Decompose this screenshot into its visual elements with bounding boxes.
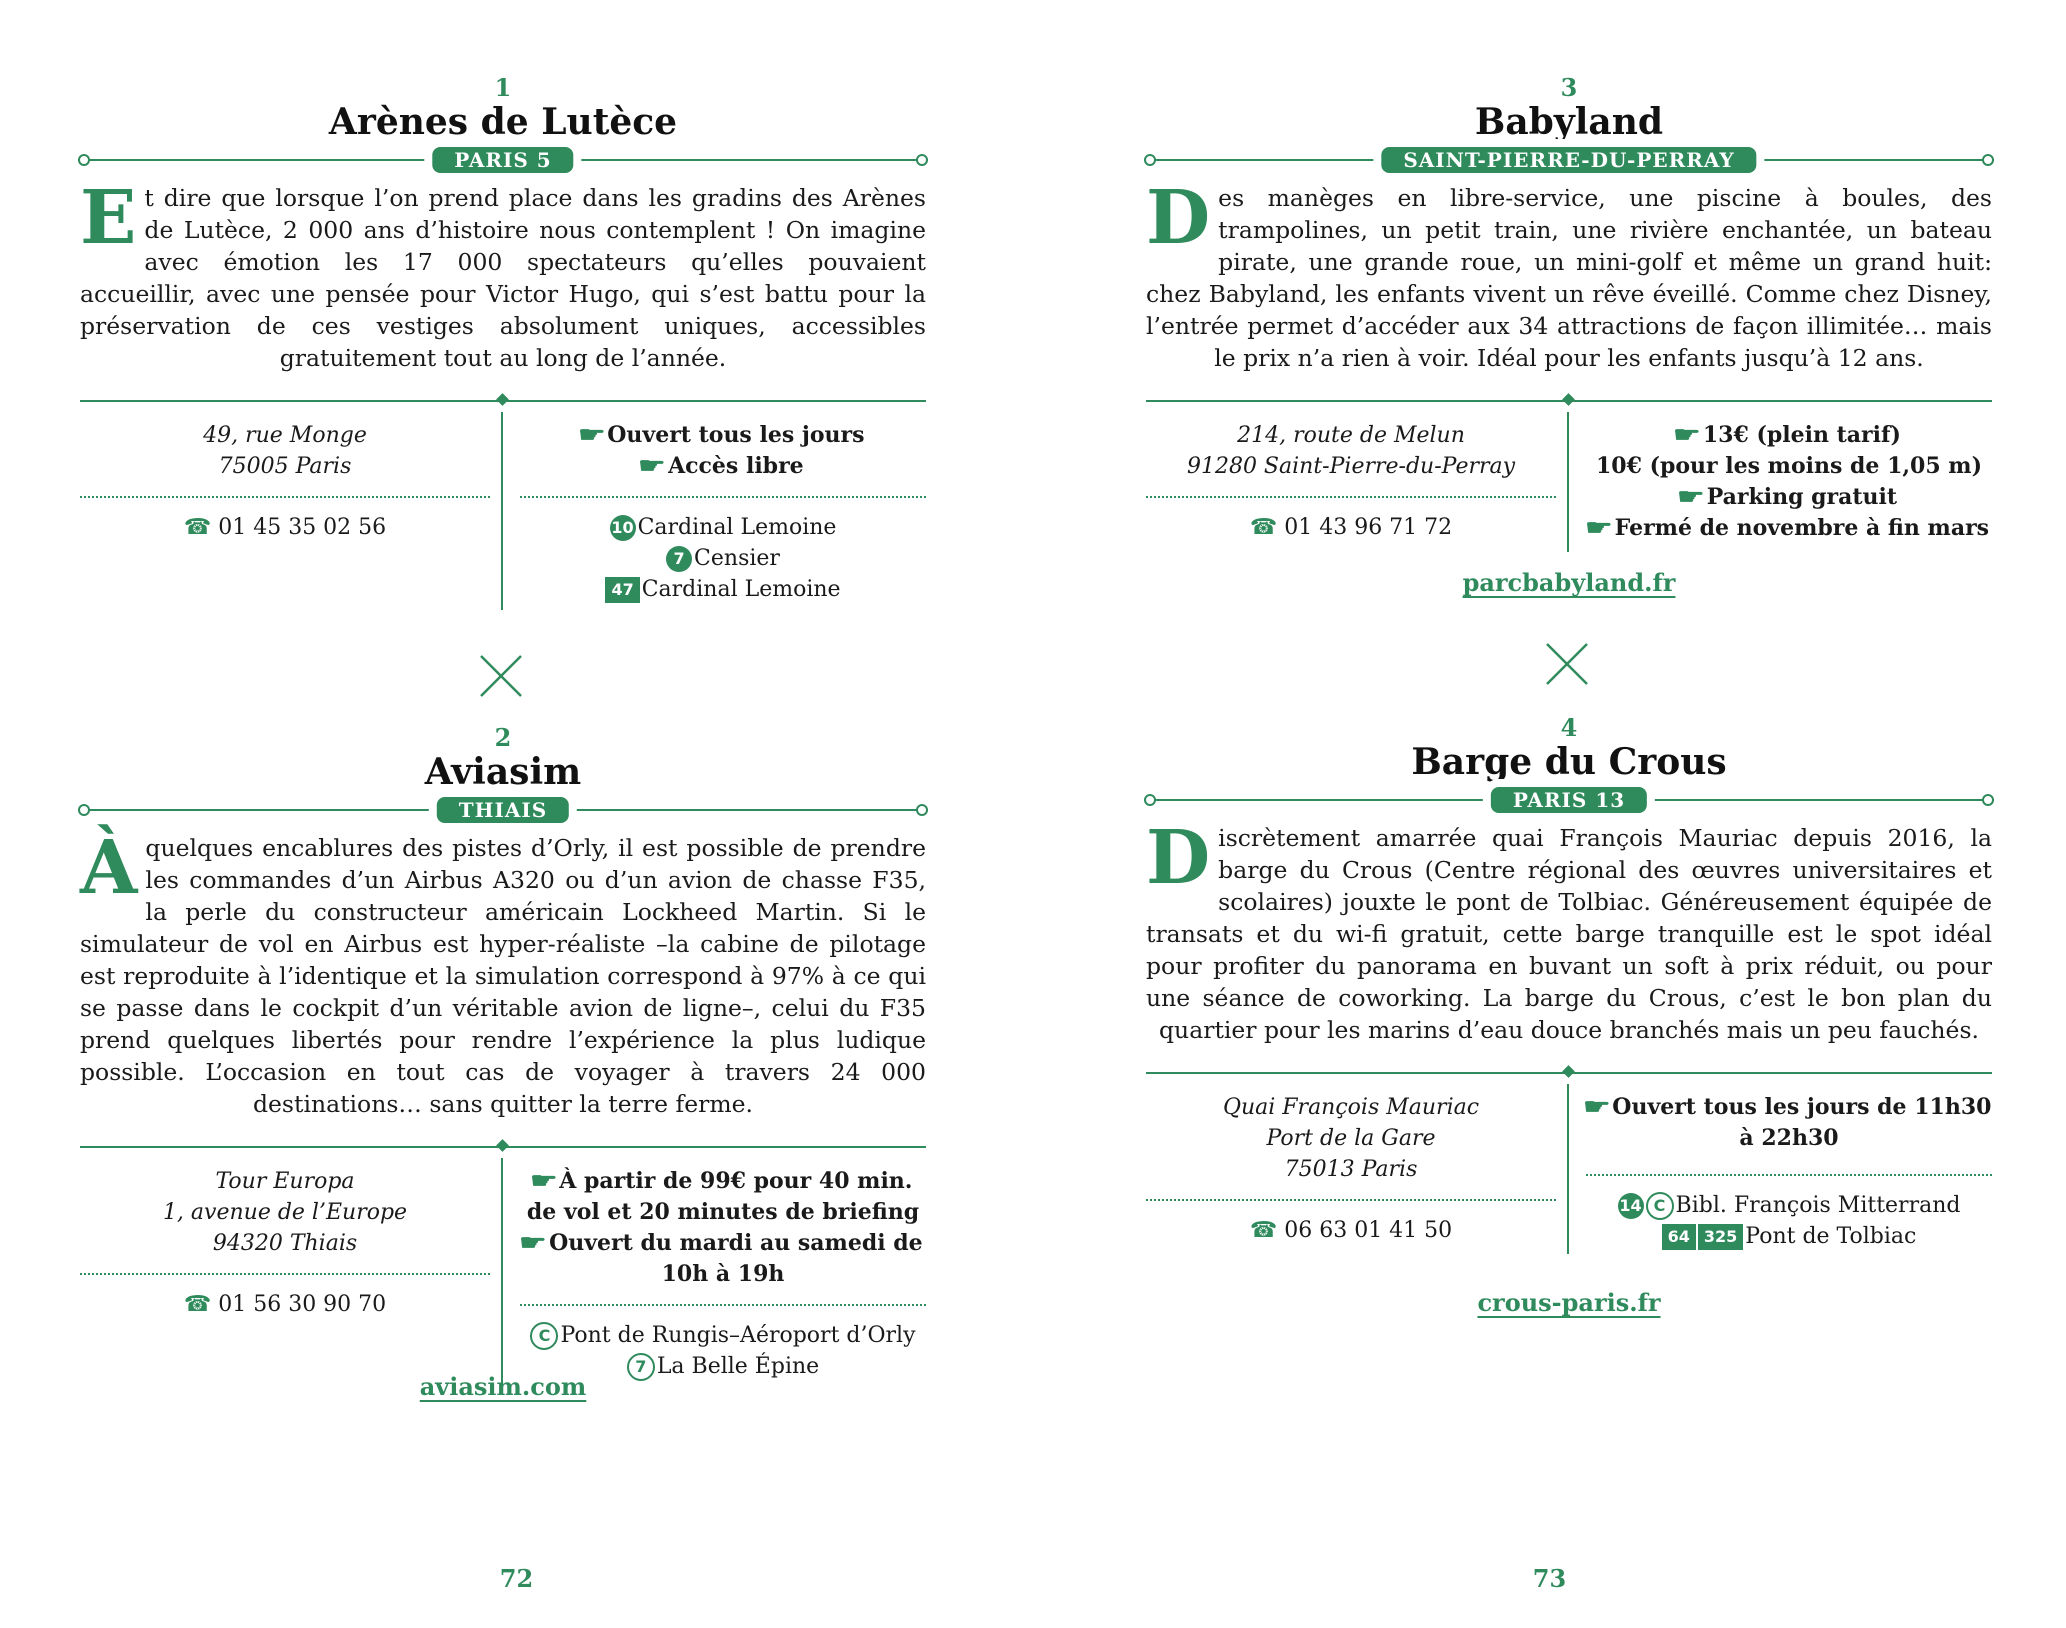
- info-line: ☛Parking gratuit: [1586, 482, 1992, 513]
- address-line: Quai François Mauriac: [1222, 1095, 1480, 1120]
- rer-line-icon: C: [1646, 1192, 1674, 1220]
- info-line: ☛Fermé de novembre à fin mars: [1586, 513, 1992, 544]
- transport-line: 7 La Belle Épine: [520, 1351, 926, 1382]
- location-tag: PARIS 5: [432, 147, 573, 173]
- location-tag: SAINT-PIERRE-DU-PERRAY: [1381, 147, 1756, 173]
- pointing-hand-icon: ☛: [1677, 484, 1705, 510]
- contact-column: [80, 1166, 490, 1320]
- entry-aviasim: [80, 723, 926, 1401]
- address-line: 214, route de Melun: [1237, 423, 1465, 448]
- pointing-hand-icon: ☛: [519, 1230, 548, 1256]
- phone-number: ☎ 06 63 01 41 50: [1249, 1218, 1453, 1243]
- transport-line: 64 325 Pont de Tolbiac: [1586, 1221, 1992, 1252]
- practical-info: [1146, 1072, 1992, 1252]
- transport-line: 14 C Bibl. François Mitterrand: [1619, 1193, 1961, 1218]
- separator-cross-icon: [479, 654, 523, 698]
- transport-line: 10 Cardinal Lemoine: [611, 515, 837, 540]
- entry-description: [1146, 175, 1992, 374]
- address-line: 75013 Paris: [1284, 1157, 1418, 1182]
- description-text: es manèges en libre-service, une piscine à boules, des trampolines, un petit train, une rivière enchantée, un bateau pirate, une grande roue, un mini-golf et même un grand huit: chez Babyland, les enfants vivent un rêve éveillé. Comme chez Disney, l’entrée permet d’accéder aux 34 attractions de façon illimitée… mais le prix n’a rien à voir. Idéal pour les enfants jusqu’à 12 ans.: [1146, 184, 1992, 372]
- transport-line: 7 Censier: [520, 543, 926, 574]
- entry-title: Arènes de Lutèce: [328, 101, 678, 143]
- website-link[interactable]: aviasim.com: [419, 1372, 587, 1401]
- info-line: ☛À partir de 99€ pour 40 min. de vol et 20 minutes de briefing: [526, 1168, 920, 1225]
- description-text: quelques encablures des pistes d’Orly, il est possible de prendre les commandes d’un Airbus A320 ou d’un avion de chasse F35, la perle du constructeur américain Lockheed Martin. Si le simulateur de vol en Airbus est hyper-réaliste –la cabine de pilotage est reproduite à l’identique et la simulation correspond à 97% à ce qui se passe dans le cockpit d’un véritable avion de ligne–, celui du F35 prend quelques libertés pour rendre l’expérience la plus ludique possible. L’occasion en tout cas de voyager à travers 24 000 destinations… sans quitter la terre ferme.: [80, 834, 926, 1118]
- info-line: 10€ (pour les moins de 1,05 m): [1595, 453, 1982, 479]
- tram-line-icon: 7: [627, 1353, 655, 1381]
- pointing-hand-icon: ☛: [1673, 422, 1701, 448]
- phone-number: ☎ 01 56 30 90 70: [183, 1292, 387, 1317]
- entry-number: 2: [494, 723, 512, 752]
- address-line: 91280 Saint-Pierre-du-Perray: [1186, 454, 1516, 479]
- location-banner: [1146, 144, 1992, 176]
- website-link[interactable]: crous-paris.fr: [1477, 1288, 1661, 1317]
- phone-icon: ☎: [183, 1292, 212, 1317]
- bus-line-icon: 47: [605, 577, 639, 603]
- entry-title: Barge du Crous: [1411, 741, 1727, 783]
- practical-info: [80, 1146, 926, 1386]
- bus-line-icon: 325: [1698, 1224, 1743, 1250]
- pointing-hand-icon: ☛: [1584, 515, 1613, 541]
- entry-arenes-de-lutece: [80, 74, 926, 610]
- contact-column: [80, 420, 490, 543]
- contact-column: [1146, 420, 1556, 543]
- entry-description: [80, 825, 926, 1120]
- location-banner: [1146, 784, 1992, 816]
- phone-number: ☎ 01 45 35 02 56: [183, 515, 387, 540]
- address-line: Tour Europa: [215, 1169, 355, 1194]
- entry-description: [1146, 815, 1992, 1046]
- address-line: Port de la Gare: [1266, 1126, 1436, 1151]
- location-banner: [80, 794, 926, 826]
- entry-title: Babyland: [1474, 101, 1664, 143]
- address-line: 75005 Paris: [218, 454, 352, 479]
- practical-info: [80, 400, 926, 610]
- phone-number: ☎ 01 43 96 71 72: [1249, 515, 1453, 540]
- description-text: iscrètement amarrée quai François Mauriac depuis 2016, la barge du Crous (Centre régional des œuvres universitaires et scolaires) jouxte le pont de Tolbiac. Généreusement équipée de transats et du wi-fi gratuit, cette barge tranquille est le spot idéal pour profiter du panorama en buvant un soft à prix réduit, ou pour une séance de coworking. La barge du Crous, c’est le bon plan du quartier pour les marins d’eau douce branchés mais un peu fauchés.: [1146, 824, 1992, 1044]
- location-banner: [80, 144, 926, 176]
- bus-line-icon: 64: [1662, 1224, 1696, 1250]
- info-line: ☛Ouvert tous les jours: [520, 420, 926, 451]
- address-line: 1, avenue de l’Europe: [162, 1200, 408, 1225]
- location-tag: THIAIS: [437, 797, 569, 823]
- info-line: ☛Accès libre: [520, 451, 926, 482]
- entry-barge-du-crous: [1146, 713, 1992, 1317]
- rer-line-icon: C: [530, 1322, 558, 1350]
- entry-number: 4: [1560, 713, 1578, 742]
- drop-cap: À: [80, 825, 138, 911]
- info-line: ☛13€ (plein tarif): [1586, 420, 1992, 451]
- details-column: [520, 1166, 926, 1382]
- details-column: [1582, 1092, 1992, 1252]
- phone-icon: ☎: [183, 515, 212, 540]
- entry-babyland: [1146, 73, 1992, 597]
- address-line: 49, rue Monge: [203, 423, 367, 448]
- entry-title: Aviasim: [424, 751, 582, 793]
- drop-cap: D: [1146, 815, 1211, 901]
- drop-cap: D: [1146, 175, 1211, 261]
- right-page: [1033, 0, 2066, 1628]
- drop-cap: E: [80, 175, 137, 261]
- phone-icon: ☎: [1249, 1218, 1278, 1243]
- description-text: t dire que lorsque l’on prend place dans les gradins des Arènes de Lutèce, 2 000 ans d’histoire nous contemplent ! On imagine avec émotion les 17 000 spectateurs qu’elles pouvaient accueillir, avec une pensée pour Victor Hugo, qui s’est battu pour la préservation de ces vestiges absolument uniques, accessibles gratuitement tout au long de l’année.: [80, 184, 926, 372]
- pointing-hand-icon: ☛: [577, 422, 606, 448]
- page-number: 72: [499, 1564, 534, 1593]
- page-number: 73: [1532, 1564, 1567, 1593]
- practical-info: [1146, 400, 1992, 550]
- details-column: [1586, 420, 1992, 544]
- transport-line: C Pont de Rungis–Aéroport d’Orly: [520, 1320, 926, 1351]
- entry-number: 3: [1560, 73, 1578, 102]
- website-link[interactable]: parcbabyland.fr: [1462, 568, 1676, 597]
- separator-cross-icon: [1545, 642, 1589, 686]
- info-line: ☛Ouvert tous les jours de 11h30 à 22h30: [1582, 1094, 1992, 1151]
- pointing-hand-icon: ☛: [529, 1168, 558, 1194]
- details-column: [520, 420, 926, 605]
- entry-description: [80, 175, 926, 374]
- pointing-hand-icon: ☛: [1582, 1094, 1611, 1120]
- metro-line-icon: 14: [1618, 1193, 1644, 1219]
- transport-line: 47 Cardinal Lemoine: [520, 574, 926, 605]
- entry-number: 1: [494, 73, 512, 102]
- pointing-hand-icon: ☛: [638, 453, 667, 479]
- info-line: ☛Ouvert du mardi au samedi de 10h à 19h: [519, 1230, 923, 1287]
- location-tag: PARIS 13: [1491, 787, 1647, 813]
- contact-column: [1146, 1092, 1556, 1246]
- metro-line-icon: 7: [666, 546, 692, 572]
- phone-icon: ☎: [1249, 515, 1278, 540]
- address-line: 94320 Thiais: [212, 1231, 358, 1256]
- metro-line-icon: 10: [610, 515, 636, 541]
